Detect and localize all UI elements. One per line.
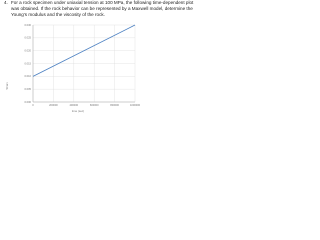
problem-text-line: Young’s modulus and the viscosity of the rock. — [11, 11, 105, 17]
problem-number: 4. — [4, 0, 8, 5]
tick-labels — [25, 23, 141, 107]
y-tick-label: 0.015 — [24, 62, 31, 66]
x-tick-label: 800000 — [110, 104, 119, 107]
y-tick-label: 0.020 — [24, 49, 31, 53]
x-tick-label: 400000 — [69, 104, 79, 107]
y-tick-label: 0.005 — [24, 88, 31, 92]
x-tick-label: 200000 — [49, 104, 58, 107]
y-tick-label: 0.030 — [24, 23, 31, 27]
y-tick-label: 0.000 — [24, 100, 31, 104]
y-axis-label: Strain — [5, 82, 9, 90]
y-tick-label: 0.025 — [24, 36, 31, 40]
x-axis-label: time (sec) — [71, 109, 85, 113]
y-tick-label: 0.010 — [24, 75, 31, 79]
x-tick-label: 600000 — [89, 104, 99, 107]
strain-time-chart — [0, 0, 200, 116]
x-tick-label: 1000000 — [129, 104, 141, 107]
problem-text-line: For a rock specimen under uniaxial tension at 100 MPa, the following time-dependent plot — [11, 0, 194, 5]
grid — [33, 25, 135, 102]
problem-text-line: was obtained. If the rock behavior can be represented by a Maxwell model, determine the — [11, 5, 193, 11]
x-tick-label: 0 — [32, 104, 34, 107]
